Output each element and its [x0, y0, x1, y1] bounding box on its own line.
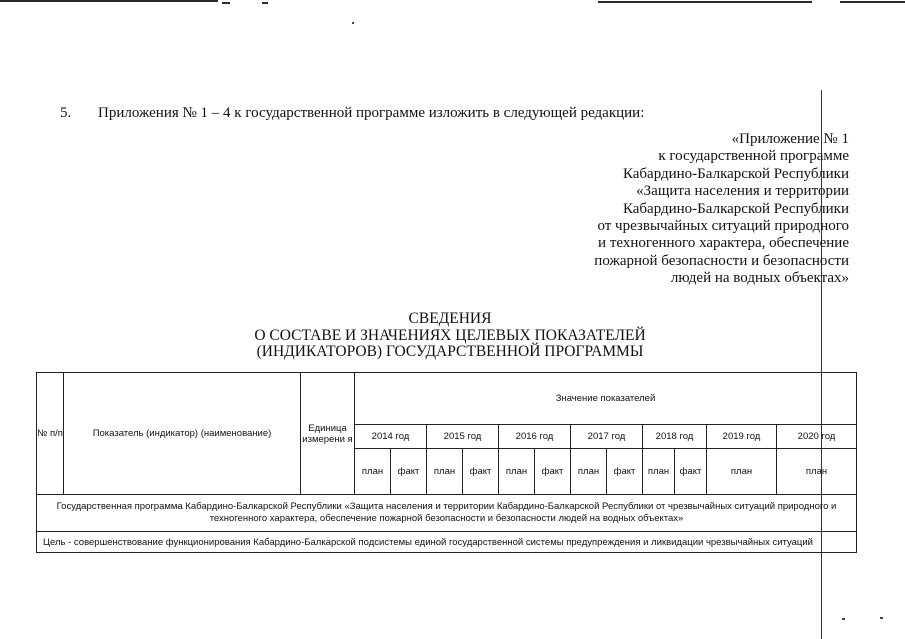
- amendment-item: [60, 105, 644, 122]
- title-line: (ИНДИКАТОРОВ) ГОСУДАРСТВЕННОЙ ПРОГРАММЫ: [256, 343, 644, 360]
- fact-header: факт: [391, 449, 427, 495]
- appendix-line: «Приложение № 1: [731, 131, 849, 147]
- col-header-number: № п/п: [37, 373, 64, 495]
- scan-top-line-left: [0, 0, 218, 2]
- appendix-line: пожарной безопасности и безопасности: [594, 252, 849, 269]
- scan-speck: [880, 617, 883, 619]
- col-header-values: Значение показателей: [355, 373, 857, 425]
- fact-header: факт: [463, 449, 499, 495]
- title-line: СВЕДЕНИЯ: [408, 310, 492, 327]
- appendix-line: «Защита населения и территории: [636, 183, 849, 200]
- appendix-line: от чрезвычайных ситуаций природного: [597, 218, 849, 235]
- scan-top-dash: [222, 2, 230, 4]
- plan-header: план: [571, 449, 607, 495]
- document-title: [240, 311, 660, 361]
- plan-header: план: [427, 449, 463, 495]
- plan-header: план: [707, 449, 777, 495]
- item-number: 5.: [60, 105, 72, 121]
- year-header: 2018 год: [643, 425, 707, 449]
- scan-top-dash: [262, 2, 268, 4]
- scan-speck: [352, 22, 354, 24]
- year-header: 2017 год: [571, 425, 643, 449]
- year-header: 2015 год: [427, 425, 499, 449]
- goal-row: Цель - совершенствование функционирования Кабардино-Балкарской подсистемы единой государственной системы предупреждения и ликвидации чрезвычайных ситуаций: [37, 532, 857, 553]
- col-header-unit: Единица измерени я: [301, 373, 355, 495]
- appendix-line: Кабардино-Балкарской Республики: [622, 165, 849, 182]
- scan-top-line-right: [598, 1, 812, 3]
- appendix-line: людей на водных объектах»: [670, 270, 849, 287]
- col-header-indicator: Показатель (индикатор) (наименование): [64, 373, 301, 495]
- appendix-header: [594, 131, 849, 288]
- fact-header: факт: [535, 449, 571, 495]
- year-header: 2016 год: [499, 425, 571, 449]
- fact-header: факт: [675, 449, 707, 495]
- year-header: 2014 год: [355, 425, 427, 449]
- fact-header: факт: [607, 449, 643, 495]
- plan-header: план: [499, 449, 535, 495]
- appendix-line: Кабардино-Балкарской Республики: [622, 200, 849, 217]
- plan-header: план: [777, 449, 857, 495]
- scan-speck: [842, 618, 845, 620]
- program-row: Государственная программа Кабардино-Балкарской Республики «Защита населения и территории Кабардино-Балкарской Республики от чрезвычайных ситуаций природного и техногенного характера, обеспечение пожарной безопасности и безопасности людей на водных объектах»: [37, 495, 857, 532]
- item-text: Приложения № 1 – 4 к государственной программе изложить в следующей редакции:: [98, 105, 645, 121]
- title-line: О СОСТАВЕ И ЗНАЧЕНИЯХ ЦЕЛЕВЫХ ПОКАЗАТЕЛЕЙ: [254, 326, 646, 344]
- year-header: 2019 год: [707, 425, 777, 449]
- plan-header: план: [355, 449, 391, 495]
- indicators-table: [36, 372, 857, 553]
- plan-header: план: [643, 449, 675, 495]
- appendix-line: к государственной программе: [658, 148, 849, 165]
- scan-top-dash: [840, 1, 905, 3]
- year-header: 2020 год: [777, 425, 857, 449]
- appendix-line: и техногенного характера, обеспечение: [598, 235, 849, 252]
